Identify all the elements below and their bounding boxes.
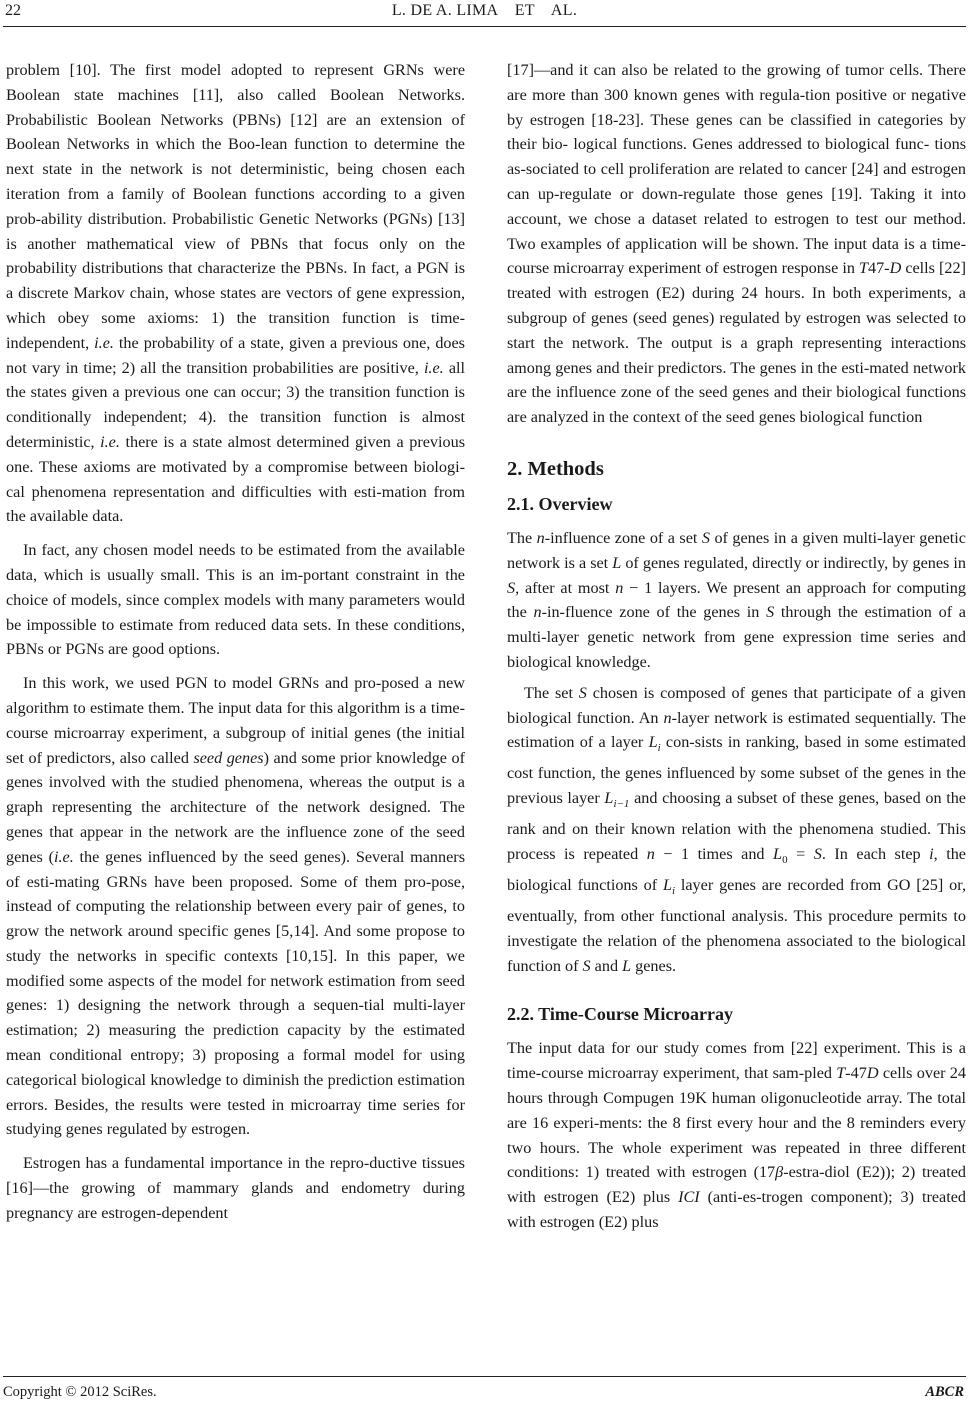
text-run: there is a state almost determined given a previous one. These axioms are motivated by a compromise between biologi-cal phenomena representation and difficulties with esti-mation from the available data. bbox=[6, 432, 465, 526]
text-run: chosen is composed of genes that participate of a given biological function. An bbox=[507, 683, 967, 727]
text-run: i bbox=[929, 844, 934, 863]
text-run: i.e. bbox=[100, 432, 120, 451]
subsection-heading: 2.2. Time-Course Microarray bbox=[507, 1004, 733, 1025]
text-run: (anti-es-trogen component); 3) treated with estrogen (E2) plus bbox=[507, 1188, 966, 1232]
right-column bbox=[507, 58, 966, 1235]
text-run: S bbox=[578, 683, 587, 702]
paragraph bbox=[507, 526, 966, 675]
left-column bbox=[6, 58, 465, 1226]
text-run: i−1 bbox=[613, 798, 630, 811]
text-run: layer genes are recorded from GO [25] or, eventually, from other functional analysis. This procedure permits to investigate the relation of the phenomena associated to the biological function of bbox=[507, 876, 966, 975]
text-run: L bbox=[648, 733, 658, 752]
text-run: -influence zone of a set bbox=[544, 528, 702, 547]
page-number: 22 bbox=[5, 2, 21, 19]
text-run: n bbox=[536, 528, 545, 547]
text-run: of genes in a given multi-layer genetic network is a set bbox=[507, 528, 966, 572]
text-run: T bbox=[836, 1064, 846, 1083]
paragraph bbox=[6, 671, 465, 1142]
text-run: and choosing a subset of these genes, based on the rank and on their known relation with the phenomena studied. This process is repeated bbox=[507, 789, 966, 863]
text-run: In fact, any chosen model needs to be estimated from the available data, which is usually small. This is an im-portant constraint in the choice of models, since complex models with many parameters would be impossible to estimate from reduced data sets. In these conditions, PBNs or PGNs are good options. bbox=[6, 541, 465, 659]
text-run: D bbox=[889, 259, 902, 278]
text-run: all the states given a previous one can occur; 3) the transition function is conditionally independent; 4). the transition function is almost deterministic, bbox=[6, 358, 465, 451]
text-run: L bbox=[612, 553, 622, 572]
text-run: β bbox=[775, 1163, 784, 1182]
text-run: L bbox=[662, 876, 672, 895]
text-run: cells over 24 hours through Compugen 19K human oligonucleotide array. The total are 16 experi-ments: the 8 first every hour and the 8 reminders every two hours. The whole experiment was repeated in three different conditions: 1) treated with estrogen (17 bbox=[507, 1064, 966, 1182]
text-run: the genes influenced by the seed genes). Several manners of esti-mating GRNs have been proposed. Some of them pro-pose, instead of computing the relationship between every pair of genes, to grow the network around specific genes [5,14]. And some propose to study the networks in specific contexts [10,15]. In this paper, we modified some aspects of the model for network estimation from seed genes: 1) designing the network through a sequen-tial multi-layer estimation; 2) measuring the prediction capacity by the estimated mean conditional entropy; 3) proposing a formal model for using categorical biological knowledge to diminish the prediction estimation errors. Besides, the results were tested in microarray time series for studying genes regulated by estrogen. bbox=[6, 847, 465, 1139]
text-run: L bbox=[773, 844, 783, 863]
text-run: genes. bbox=[631, 956, 677, 975]
text-run: i.e. bbox=[54, 847, 74, 866]
text-run: and bbox=[590, 956, 623, 975]
paragraph bbox=[6, 538, 465, 662]
text-run: i.e. bbox=[423, 358, 444, 377]
paragraph bbox=[6, 1151, 465, 1225]
text-run: S bbox=[813, 844, 822, 863]
text-run: , after at most bbox=[515, 578, 616, 597]
text-run: n bbox=[615, 578, 624, 597]
text-run: n bbox=[533, 603, 542, 622]
paragraph bbox=[507, 58, 966, 430]
text-run: S bbox=[507, 578, 516, 597]
text-run: -layer network is estimated sequentially. The estimation of a layer bbox=[507, 708, 966, 752]
header-divider bbox=[3, 26, 966, 27]
text-run: S bbox=[766, 603, 775, 622]
copyright-notice: Copyright © 2012 SciRes. bbox=[3, 1384, 157, 1400]
text-run: − 1 times and bbox=[654, 844, 774, 863]
text-run: i.e. bbox=[94, 333, 114, 352]
text-run: , the biological functions of bbox=[507, 844, 966, 895]
text-run: of genes regulated, directly or indirectly, by genes in bbox=[621, 553, 966, 572]
text-run: [17]—and it can also be related to the growing of tumor cells. There are more than 300 known genes with regula-tion positive or negative by estrogen [18-23]. These genes can be classified in categories by their bio- logical functions. Genes addressed to biological func- tions as-sociated to cell proliferation are related to cancer [24] and estrogen can up-regulate or down-regulate those genes [19]. Taking it into account, we chose a dataset related to estrogen to test our method. Two examples of application will be shown. The input data is a time-course microarray experiment of estrogen response in bbox=[507, 61, 966, 278]
text-run: i bbox=[671, 885, 676, 898]
text-run: Estrogen has a fundamental importance in the repro-ductive tissues [16]—the growing of mammary glands and endometry during pregnancy are estrogen-dependent bbox=[6, 1154, 465, 1222]
text-run: ICI bbox=[678, 1188, 700, 1207]
text-run: n bbox=[663, 708, 672, 727]
text-run: n bbox=[646, 844, 655, 863]
paragraph bbox=[507, 1036, 966, 1234]
text-run: problem [10]. The first model adopted to represent GRNs were Boolean state machines [11], also called Boolean Networks. Probabilistic Boolean Networks (PBNs) [12] are an extension of Boolean Networks in which the Boo-lean function to determine the next state in the network is not deterministic, being chosen each iteration from a family of Boolean functions according to a given prob-ability distribution. Probabilistic Genetic Networks (PGNs) [13] is another mathematical view of PBNs that focus only on the probability distributions that characterize the PBNs. In fact, a PGN is a discrete Markov chain, whose states are vectors of gene expression, which obey some axioms: 1) the transition function is time-independent, bbox=[6, 61, 465, 352]
text-run: . In each step bbox=[821, 844, 930, 863]
text-run: S bbox=[582, 956, 591, 975]
text-run: -47 bbox=[845, 1064, 867, 1083]
journal-abbreviation: ABCR bbox=[925, 1384, 964, 1400]
text-run: − 1 layers. We present an approach for computing the bbox=[507, 578, 966, 622]
section-heading: 2. Methods bbox=[507, 457, 604, 480]
text-run: S bbox=[701, 528, 710, 547]
text-run: -estra-diol (E2)); 2) treated with estrogen (E2) plus bbox=[507, 1163, 966, 1207]
text-run: The bbox=[507, 528, 537, 547]
text-run: seed genes bbox=[193, 748, 264, 767]
text-run: The input data for our study comes from [22] experiment. This is a time-course microarray experiment, that sam-pled bbox=[507, 1039, 966, 1083]
text-run: ) and some prior knowledge of genes involved with the studied phenomena, whereas the output is a graph representing the architecture of the network designed. The genes that appear in the network are the influence zone of the seed genes ( bbox=[6, 748, 465, 866]
text-run: The set bbox=[524, 683, 579, 702]
text-run: con-sists in ranking, based in some estimated cost function, the genes influenced by some subset of the genes in the previous layer bbox=[507, 733, 966, 808]
subsection-heading: 2.1. Overview bbox=[507, 493, 613, 514]
text-run: i bbox=[657, 742, 661, 755]
text-run: the probability of a state, given a previous one, does not vary in time; 2) all the transition probabilities are positive, bbox=[6, 333, 465, 377]
text-run: 0 bbox=[782, 854, 788, 867]
text-run: L bbox=[622, 956, 632, 975]
text-run: through the estimation of a multi-layer genetic network from gene expression time series and biological knowledge. bbox=[507, 603, 966, 671]
text-run: -in-fluence zone of the genes in bbox=[541, 603, 767, 622]
footer-divider bbox=[3, 1376, 966, 1377]
text-run: T bbox=[858, 259, 868, 278]
text-run: L bbox=[604, 789, 614, 808]
text-run: 47- bbox=[867, 259, 890, 278]
text-run: In this work, we used PGN to model GRNs and pro-posed a new algorithm to estimate them. The input data for this algorithm is a time-course microarray experiment, a subgroup of initial genes (the initial set of predictors, also called bbox=[6, 674, 465, 767]
running-title: L. DE A. LIMA ET AL. bbox=[391, 2, 578, 19]
text-run: cells [22] treated with estrogen (E2) during 24 hours. In both experiments, a subgroup of genes (seed genes) regulated by estrogen was selected to start the network. The output is a graph representing interactions among genes and their predictors. The genes in the esti-mated network are the influence zone of the seed genes and their biological functions are analyzed in the context of the seed genes biological function bbox=[507, 259, 966, 427]
text-run: = bbox=[787, 844, 814, 863]
paragraph bbox=[6, 58, 465, 529]
text-run: D bbox=[866, 1064, 879, 1083]
paragraph bbox=[507, 681, 966, 979]
